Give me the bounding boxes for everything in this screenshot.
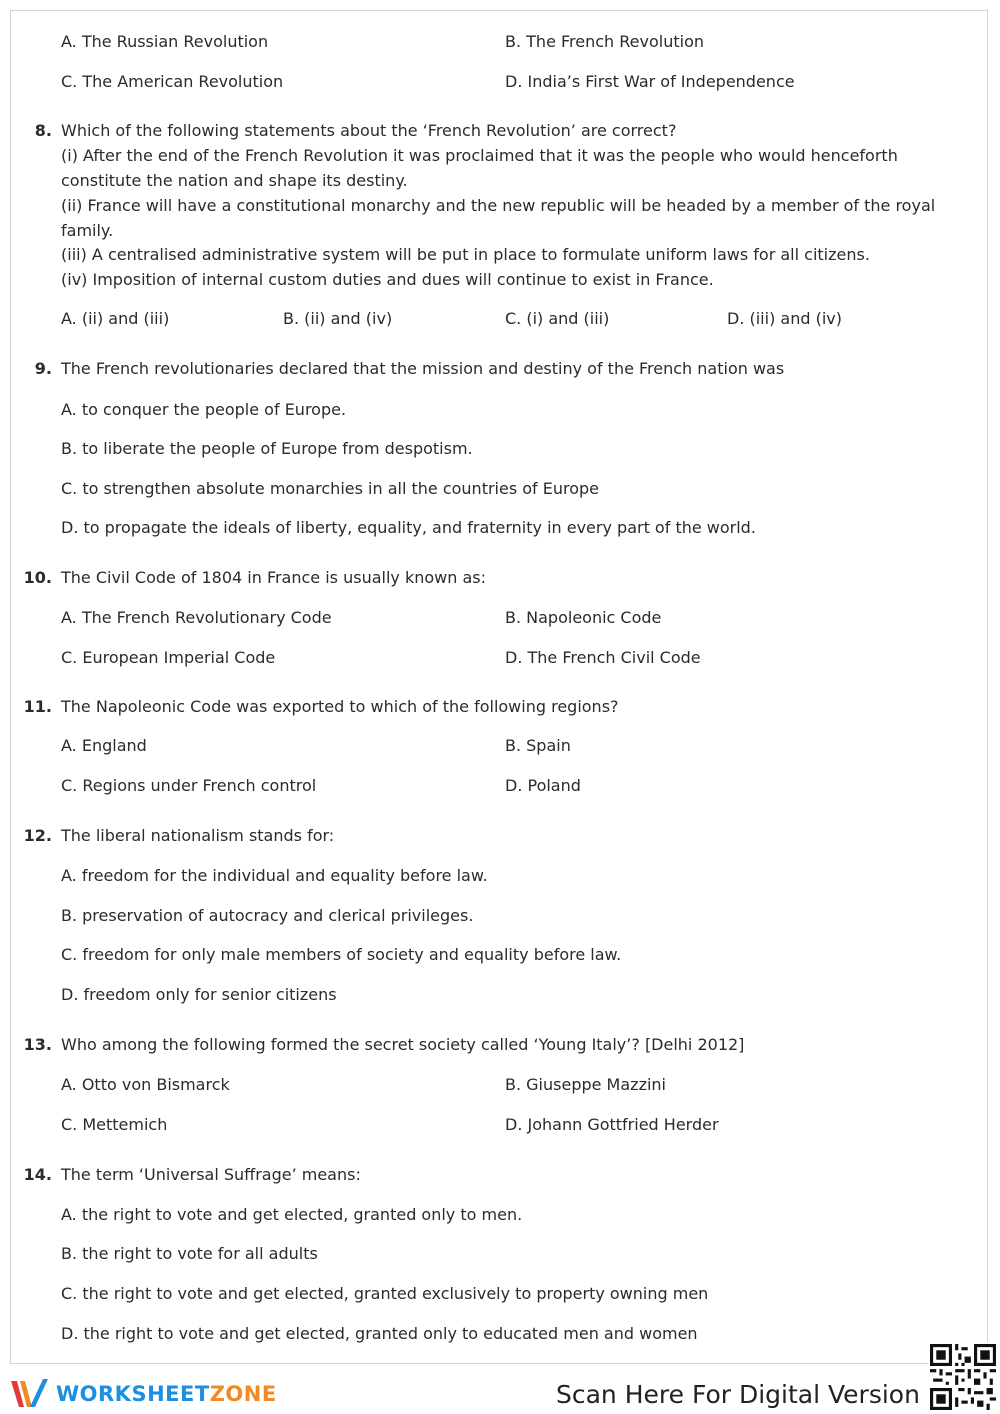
q9-number: 9. [34, 359, 52, 378]
q10-option-b: B. Napoleonic Code [505, 608, 662, 627]
q13-option-a: A. Otto von Bismarck [61, 1075, 230, 1094]
brand-name-part1: WORKSHEET [56, 1382, 210, 1406]
q8-number: 8. [34, 121, 52, 140]
q7-option-c: C. The American Revolution [61, 72, 284, 91]
q13-option-c: C. Mettemich [61, 1115, 168, 1134]
q8-statement-2: (ii) France will have a constitutional monarchy and the new republic will be headed by a member of the royal family. [61, 196, 936, 240]
q10-question: The Civil Code of 1804 in France is usually known as: [61, 568, 486, 587]
q14-question: The term ‘Universal Suffrage’ means: [61, 1165, 361, 1184]
q8-option-b: B. (ii) and (iv) [283, 309, 393, 328]
q12-option-a: A. freedom for the individual and equality before law. [61, 866, 488, 885]
q13-number: 13. [23, 1035, 52, 1054]
qr-code-icon[interactable] [928, 1342, 998, 1412]
q14-option-a: A. the right to vote and get elected, granted only to men. [61, 1205, 523, 1224]
q13-question: Who among the following formed the secret society called ‘Young Italy’? [Delhi 2012] [61, 1035, 745, 1054]
q9-option-a: A. to conquer the people of Europe. [61, 400, 347, 419]
q10-number: 10. [23, 568, 52, 587]
q13-option-d: D. Johann Gottfried Herder [505, 1115, 719, 1134]
q8-question: Which of the following statements about the ‘French Revolution’ are correct? [61, 121, 677, 140]
worksheetzone-logo-icon [10, 1377, 50, 1411]
q8-statement-1: (i) After the end of the French Revolution it was proclaimed that it was the people who would henceforth constitute the nation and shape its destiny. [61, 146, 898, 190]
q9-option-b: B. to liberate the people of Europe from despotism. [61, 439, 473, 458]
q11-option-c: C. Regions under French control [61, 776, 317, 795]
brand-name-part2: ZONE [209, 1382, 277, 1406]
q8-statement-3: (iii) A centralised administrative system will be put in place to formulate uniform laws for all citizens. [61, 245, 870, 264]
brand-logo[interactable] [10, 1376, 277, 1412]
q10-option-c: C. European Imperial Code [61, 648, 276, 667]
q12-option-d: D. freedom only for senior citizens [61, 985, 337, 1004]
q12-option-b: B. preservation of autocracy and clerical privileges. [61, 906, 474, 925]
q9-question: The French revolutionaries declared that the mission and destiny of the French nation was [61, 359, 785, 378]
q7-option-b: B. The French Revolution [505, 32, 704, 51]
q11-option-b: B. Spain [505, 736, 571, 755]
q13-option-b: B. Giuseppe Mazzini [505, 1075, 666, 1094]
q12-option-c: C. freedom for only male members of society and equality before law. [61, 945, 622, 964]
q9-option-d: D. to propagate the ideals of liberty, equality, and fraternity in every part of the world. [61, 518, 756, 537]
scan-instruction: Scan Here For Digital Version [556, 1380, 920, 1409]
q11-option-a: A. England [61, 736, 147, 755]
q10-option-a: A. The French Revolutionary Code [61, 608, 332, 627]
q10-option-d: D. The French Civil Code [505, 648, 701, 667]
q11-number: 11. [23, 697, 52, 716]
q7-option-a: A. The Russian Revolution [61, 32, 269, 51]
q12-question: The liberal nationalism stands for: [61, 826, 335, 845]
q8-option-d: D. (iii) and (iv) [727, 309, 842, 328]
q14-option-c: C. the right to vote and get elected, granted exclusively to property owning men [61, 1284, 709, 1303]
q9-option-c: C. to strengthen absolute monarchies in all the countries of Europe [61, 479, 600, 498]
q11-option-d: D. Poland [505, 776, 581, 795]
q14-number: 14. [23, 1165, 52, 1184]
q7-option-d: D. India’s First War of Independence [505, 72, 795, 91]
q8-statement-4: (iv) Imposition of internal custom duties and dues will continue to exist in France. [61, 270, 714, 289]
q14-option-d: D. the right to vote and get elected, granted only to educated men and women [61, 1324, 698, 1343]
q14-option-b: B. the right to vote for all adults [61, 1244, 318, 1263]
q8-option-a: A. (ii) and (iii) [61, 309, 170, 328]
q11-question: The Napoleonic Code was exported to which of the following regions? [61, 697, 619, 716]
q8-option-c: C. (i) and (iii) [505, 309, 610, 328]
q12-number: 12. [23, 826, 52, 845]
